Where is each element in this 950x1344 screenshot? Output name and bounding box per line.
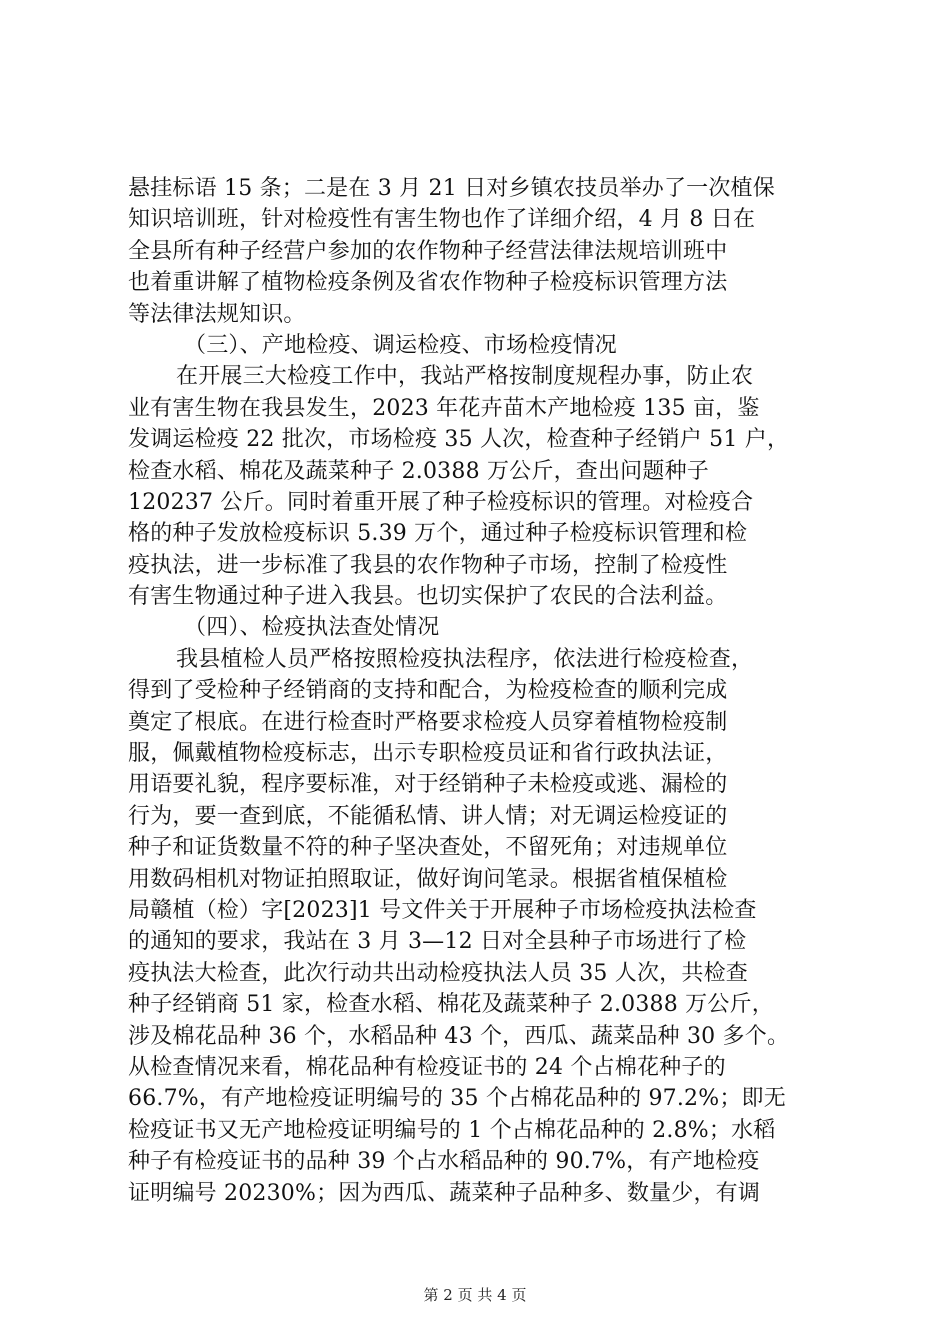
text-line: 局赣植（检）字[2023]1 号文件关于开展种子市场检疫执法检查 bbox=[128, 897, 757, 923]
text-line: 格的种子发放检疫标识 5.39 万个，通过种子检疫标识管理和检 bbox=[128, 521, 748, 547]
text-line: 检查水稻、棉花及蔬菜种子 2.0388 万公斤，查出问题种子 bbox=[128, 458, 709, 484]
document-body bbox=[128, 173, 836, 1209]
text-line: 种子经销商 51 家，检查水稻、棉花及蔬菜种子 2.0388 万公斤， bbox=[128, 992, 774, 1018]
text-line: 涉及棉花品种 36 个，水稻品种 43 个，西瓜、蔬菜品种 30 多个。 bbox=[128, 1023, 790, 1049]
text-line: 知识培训班，针对检疫性有害生物也作了详细介绍，4 月 8 日在 bbox=[128, 207, 756, 233]
text-line: 全县所有种子经营户参加的农作物种子经营法律法规培训班中 bbox=[128, 238, 728, 264]
text-line: 悬挂标语 15 条；二是在 3 月 21 日对乡镇农技员举办了一次植保 bbox=[128, 176, 775, 201]
text-line: 也着重讲解了植物检疫条例及省农作物种子检疫标识管理方法 bbox=[128, 270, 728, 296]
paragraph-first-line: 在开展三大检疫工作中，我站严格按制度规程办事，防止农 bbox=[176, 364, 754, 390]
text-line: 发调运检疫 22 批次，市场检疫 35 人次，检查种子经销户 51 户， bbox=[128, 427, 790, 453]
text-line: 疫执法大检查，此次行动共出动检疫执法人员 35 人次，共检查 bbox=[128, 960, 748, 986]
text-line: 服，佩戴植物检疫标志，出示专职检疫员证和省行政执法证， bbox=[128, 741, 728, 767]
text-line: 疫执法，进一步标准了我县的农作物种子市场，控制了检疫性 bbox=[128, 552, 728, 578]
text-line: 用数码相机对物证拍照取证，做好询问笔录。根据省植保植检 bbox=[128, 866, 728, 892]
page-number-footer: 第 2 页 共 4 页 bbox=[423, 1286, 527, 1304]
text-line: 种子和证货数量不符的种子坚决查处，不留死角；对违规单位 bbox=[128, 835, 728, 861]
text-line: 行为，要一查到底，不能循私情、讲人情；对无调运检疫证的 bbox=[128, 803, 728, 829]
text-line: 业有害生物在我县发生，2023 年花卉苗木产地检疫 135 亩，鉴 bbox=[128, 395, 760, 421]
text-line: 的通知的要求，我站在 3 月 3—12 日对全县种子市场进行了检 bbox=[128, 929, 747, 955]
text-line: 有害生物通过种子进入我县。也切实保护了农民的合法利益。 bbox=[128, 584, 728, 610]
text-line: 证明编号 20230%；因为西瓜、蔬菜种子品种多、数量少，有调 bbox=[128, 1180, 761, 1206]
section-heading: （四）、检疫执法查处情况 bbox=[184, 615, 440, 641]
paragraph-first-line: 我县植检人员严格按照检疫执法程序，依法进行检疫检查， bbox=[176, 646, 754, 672]
text-line: 奠定了根底。在进行检查时严格要求检疫人员穿着植物检疫制 bbox=[128, 709, 728, 735]
text-line: 从检查情况来看，棉花品种有检疫证书的 24 个占棉花种子的 bbox=[128, 1054, 726, 1080]
text-line: 120237 公斤。同时着重开展了种子检疫标识的管理。对检疫合 bbox=[128, 489, 754, 515]
text-line: 用语要礼貌，程序要标准，对于经销种子未检疫或逃、漏检的 bbox=[128, 772, 728, 798]
text-line: 检疫证书又无产地检疫证明编号的 1 个占棉花品种的 2.8%；水稻 bbox=[128, 1117, 776, 1143]
text-line: 等法律法规知识。 bbox=[128, 301, 306, 327]
text-line: 种子有检疫证书的品种 39 个占水稻品种的 90.7%，有产地检疫 bbox=[128, 1149, 760, 1175]
section-heading: （三）、产地检疫、调运检疫、市场检疫情况 bbox=[184, 332, 618, 358]
text-line: 66.7%，有产地检疫证明编号的 35 个占棉花品种的 97.2%；即无 bbox=[128, 1086, 786, 1112]
text-line: 得到了受检种子经销商的支持和配合，为检疫检查的顺利完成 bbox=[128, 678, 728, 704]
